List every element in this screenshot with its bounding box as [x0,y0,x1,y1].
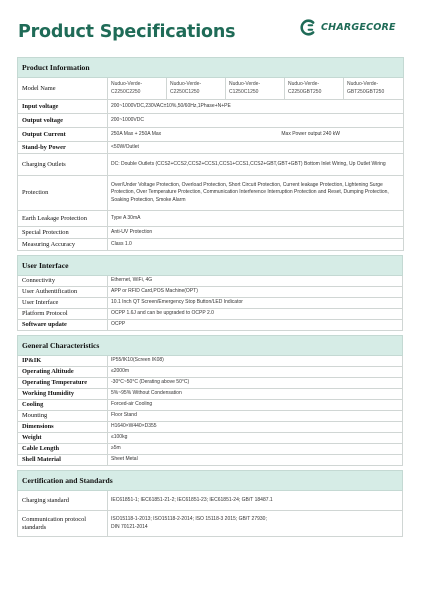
spec-row [18,433,403,444]
spec-row-charging-standard [18,491,403,511]
spec-value: DC: Double Outlets (CCS2+CCS2,CCS2+CCS1,CCS1+CCS1,CCS2+GBT,GBT+GBT) Bottom Inlet Wiring, Up Outlet Wiring [108,154,404,176]
user-interface-table [17,255,403,331]
spec-label: Cooling [18,400,108,411]
spec-value: ≤100kg [108,433,403,444]
spec-label: Operating Temperature [18,378,108,389]
spec-value: Ethernet, WiFi, 4G [108,276,403,287]
section-title-product-information: Product Information [18,58,404,78]
spec-label: Cable Length [18,444,108,455]
max-power-output: Max Power output 240 kW [281,130,341,137]
section-header [18,256,403,276]
spec-value: IEC61851-1; IEC61851-21-2; IEC61851-23; IEC61851-24; GB/T 18487.1 [108,491,403,511]
spec-row [18,444,403,455]
spec-value: APP or RFID Card,POS Machine(OPT) [108,287,403,298]
spec-value: Over/Under Voltage Protection, Overload Protection, Short Circuit Protection, Current leakage Protection, Lightening Surge Protection, Over Temperature Protection, Communication Interference Interruption Protection and Reset, Dumping Protection, Soaking Protection, Smoke Alarm [108,176,404,211]
section-header [18,471,403,491]
spec-value: 200~1000VDC [108,114,404,128]
spec-value: Floor Stand [108,411,403,422]
spec-row-output-current [18,128,404,142]
spec-value: ≥5m [108,444,403,455]
spec-value [108,128,404,142]
spec-row [18,287,403,298]
spec-value: IP55/IK10(Screen IK08) [108,356,403,367]
spec-label: Output Current [18,128,108,142]
model-cell: Nuduo-Verde- GBT250GBT250 [344,78,404,100]
spec-label: Platform Protocol [18,309,108,320]
spec-row-communication-protocol [18,511,403,537]
spec-row-standby-power [18,142,404,154]
spec-label: Communication protocol standards [18,511,108,537]
spec-label: Working Humidity [18,389,108,400]
spec-label: Measuring Accuracy [18,239,108,251]
spec-label: Connectivity [18,276,108,287]
spec-row-special-protection [18,227,404,239]
section-title-user-interface: User Interface [18,256,403,276]
spec-label: Charging standard [18,491,108,511]
spec-value: OCPP 1.6J and can be upgraded to OCPP 2.0 [108,309,403,320]
spec-label: Mounting [18,411,108,422]
spec-label: Protection [18,176,108,211]
page-title: Product Specifications [18,22,236,42]
spec-label: Software update [18,320,108,331]
section-header [18,58,404,78]
spec-value: 10.1 Inch QT Screen/Emergency Stop Button/LED Indicator [108,298,403,309]
spec-value: OCPP [108,320,403,331]
product-information-table [17,57,404,251]
output-current-value: 250A Max + 250A Max [111,130,162,137]
spec-row [18,411,403,422]
spec-value: ≤2000m [108,367,403,378]
spec-value: Type A 30mA [108,211,404,227]
spec-row-model-name [18,78,404,100]
spec-label: Operating Altitude [18,367,108,378]
spec-row [18,422,403,433]
model-cell: Nuduo-Verde- C1250C1250 [226,78,285,100]
spec-value: ISO15118-1-2013; ISO15118-2-2014; ISO 15118-3 2015; GB/T 27930; DIN 70121-2014 [108,511,403,537]
spec-row [18,309,403,320]
spec-row [18,378,403,389]
spec-label: Model Name [18,78,108,100]
spec-row [18,298,403,309]
spec-value: Forced-air Cooling [108,400,403,411]
section-header [18,336,403,356]
spec-value: Sheet Metal [108,455,403,466]
spec-label: Charging Outlets [18,154,108,176]
spec-value: Class 1.0 [108,239,404,251]
spec-row-earth-leakage [18,211,404,227]
spec-row-output-voltage [18,114,404,128]
certification-table [17,470,403,537]
spec-label: Shell Material [18,455,108,466]
page-header [0,0,424,54]
spec-label: Input voltage [18,100,108,114]
spec-value: 5%~95% Without Condensation [108,389,403,400]
general-characteristics-table [17,335,403,466]
spec-label: IP&IK [18,356,108,367]
brand-name: CHARGECORE [321,22,396,33]
spec-row [18,367,403,378]
spec-row [18,276,403,287]
spec-row [18,400,403,411]
model-cell: Nuduo-Verde- C2250GBT250 [285,78,344,100]
spec-row [18,455,403,466]
spec-label: Earth Leakage Protection [18,211,108,227]
chargecore-logo-icon [300,19,317,36]
spec-row-protection [18,176,404,211]
spec-label: User Authentification [18,287,108,298]
spec-value: -30°C~50°C (Derating above 50°C) [108,378,403,389]
section-title-certification: Certification and Standards [18,471,403,491]
spec-label: Stand-by Power [18,142,108,154]
spec-label: Weight [18,433,108,444]
spec-row [18,320,403,331]
model-cell: Nuduo-Verde- C2250C2250 [108,78,167,100]
spec-label: User Interface [18,298,108,309]
section-title-general-characteristics: General Characteristics [18,336,403,356]
spec-value: <50W/Outlet [108,142,404,154]
spec-row-measuring-accuracy [18,239,404,251]
spec-label: Output voltage [18,114,108,128]
spec-document [17,57,403,537]
brand-logo [300,19,396,36]
spec-label: Dimensions [18,422,108,433]
spec-row-input-voltage [18,100,404,114]
spec-row-charging-outlets [18,154,404,176]
spec-row [18,389,403,400]
spec-value: 200~1000VDC,230VAC±10%,50/60Hz,1Phase+N+PE [108,100,404,114]
spec-value: H1640×W440×D355 [108,422,403,433]
model-cell: Nuduo-Verde- C2250C1250 [167,78,226,100]
spec-row [18,356,403,367]
spec-label: Special Protection [18,227,108,239]
spec-value: Anti-UV Protection [108,227,404,239]
